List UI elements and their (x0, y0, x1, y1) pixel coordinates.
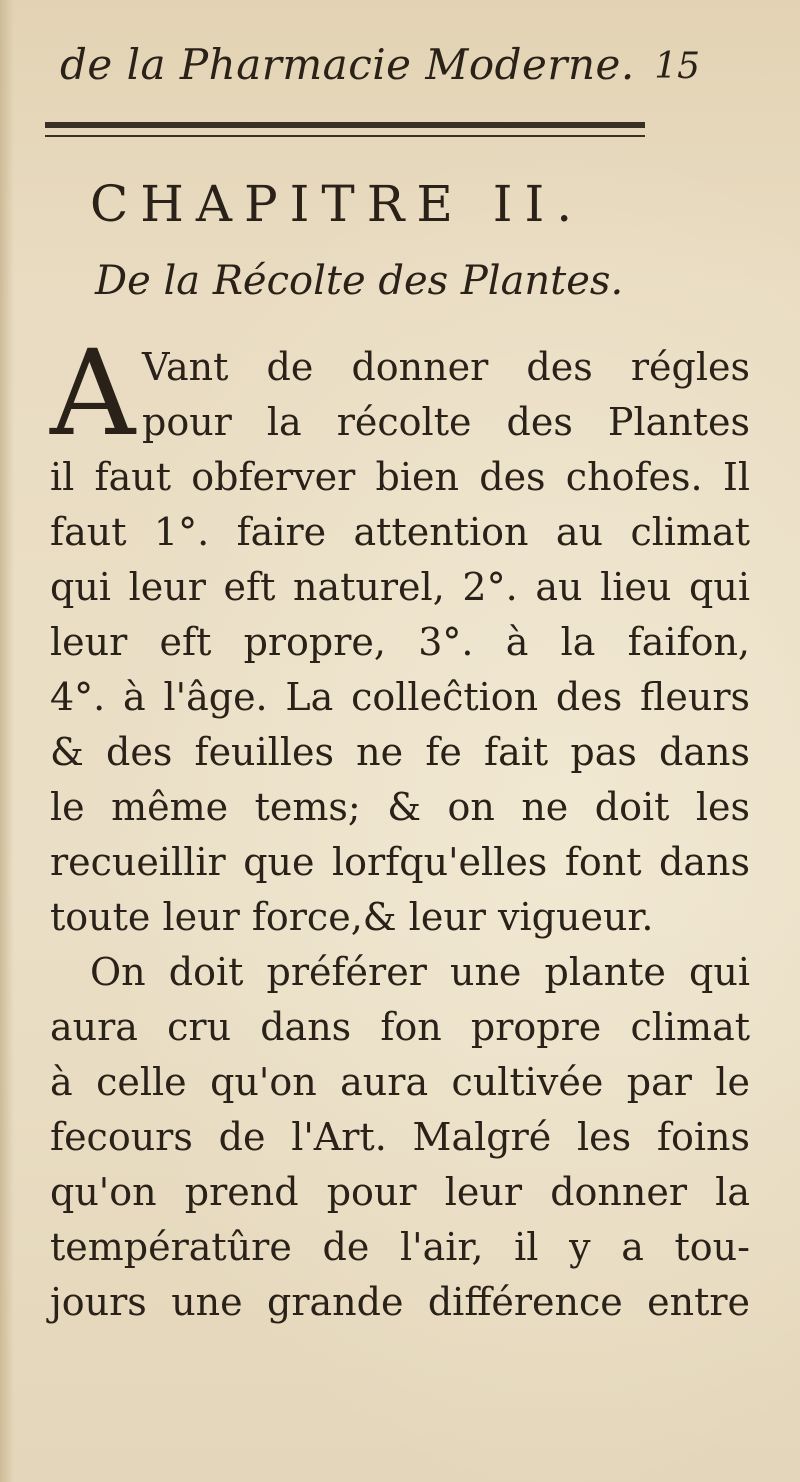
header-rule-thin (45, 135, 645, 137)
body-line: On doit préférer une plante qui (90, 950, 750, 994)
body-text (50, 324, 750, 1330)
drop-capital: A (50, 324, 136, 462)
body-line: qu'on prend pour leur donner la (50, 1170, 750, 1214)
body-line (50, 395, 750, 450)
body-line: fecours de l'Art. Malgré les foins (50, 1115, 750, 1159)
body-first-line: Vant de donner des régles (142, 345, 750, 389)
body-line: leur eft propre, 3°. à la faifon, (50, 620, 750, 664)
body-second-line: pour la récolte des Plantes (142, 400, 750, 444)
running-head (60, 40, 700, 100)
chapter-heading: CHAPITRE II. (90, 175, 585, 233)
page-number: 15 (654, 46, 700, 87)
body-line: le même tems; & on ne doit les (50, 785, 750, 829)
body-line: 4°. à l'âge. La colleĉtion des fleurs (50, 675, 750, 719)
header-rule-thick (45, 122, 645, 128)
page-gutter-shadow (0, 0, 14, 1482)
body-line: & des feuilles ne fe fait pas dans (50, 730, 750, 774)
body-line: températûre de l'air, il y a tou- (50, 1225, 750, 1269)
body-line: jours une grande différence entre (50, 1280, 750, 1324)
running-title: de la Pharmacie Moderne. (60, 40, 635, 89)
body-line: aura cru dans fon propre climat (50, 1005, 750, 1049)
body-line: à celle qu'on aura cultivée par le (50, 1060, 750, 1104)
body-line: qui leur eft naturel, 2°. au lieu qui (50, 565, 750, 609)
body-line: il faut obferver bien des chofes. Il (50, 455, 750, 499)
body-line: toute leur force,& leur vigueur. (50, 895, 654, 939)
body-line: faut 1°. faire attention au climat (50, 510, 750, 554)
body-line: recueillir que lorfqu'elles font dans (50, 840, 750, 884)
chapter-subtitle: De la Récolte des Plantes. (95, 258, 624, 304)
